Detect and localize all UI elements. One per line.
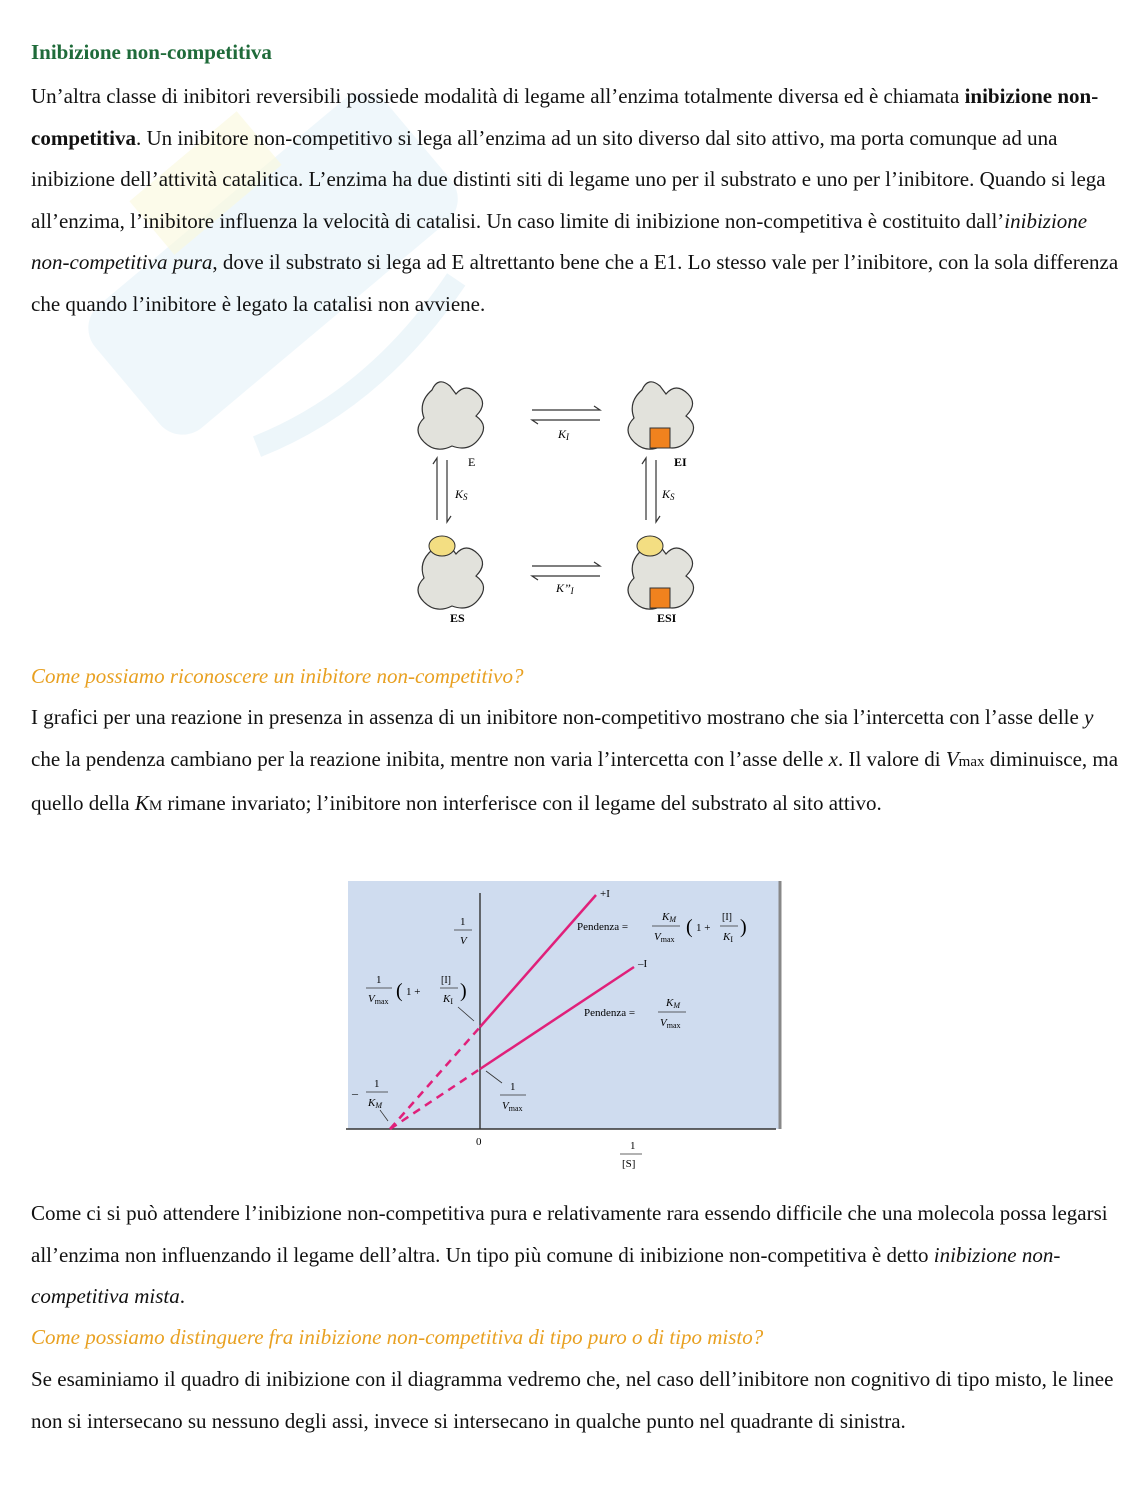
paragraph-mixed: Se esaminiamo il quadro di inibizione con il diagramma vedremo che, nel caso dell’inibitore non cognitivo di tipo misto, le linee non si intersecano su nessuno degli assi, invece si intersecano in qualche punto nel quadrante di sinistra.	[31, 1367, 1114, 1433]
label-ki: KI	[558, 427, 570, 442]
substrate-oval-esi	[637, 536, 663, 556]
label-es: ES	[450, 611, 465, 625]
x-label-numerator: 1	[630, 1140, 636, 1152]
yint-ki: KI	[443, 993, 454, 1006]
italic-term: inibizione non-competitiva pura	[31, 208, 1088, 274]
equilibrium-arrow-left	[433, 458, 451, 522]
slope-label-plus: Pendenza =	[577, 921, 629, 933]
italic-var: K	[134, 791, 149, 815]
lineweaver-burk-plot	[340, 875, 790, 1175]
yint-one-plus: 1 +	[406, 986, 421, 998]
label-esi: ESI	[657, 611, 677, 625]
slope-label-minus: Pendenza =	[584, 1007, 636, 1019]
label-ks-right: KS	[662, 487, 675, 502]
text-run: che la pendenza cambiano per la reazione inibita, mentre non varia l’intercetta con l’asse delle	[31, 746, 829, 771]
label-minus-i: –I	[638, 958, 648, 970]
slope-conc-i: [I]	[722, 912, 732, 923]
italic-var: y	[1084, 705, 1094, 729]
text-run: , dove il substrato si lega ad E altrettanto bene che a E1. Lo stesso vale per l’inibitore, con la sola differenza che quando l’inibitore è legato la catalisi non avviene.	[31, 250, 1119, 316]
label-ei: EI	[674, 455, 687, 469]
equilibrium-arrow-right	[642, 458, 660, 522]
yint-plus-numerator: 1	[376, 974, 382, 986]
bold-term: inibizione non-competitiva	[31, 84, 1099, 150]
xint-km: KM	[368, 1097, 383, 1110]
slope-paren-close: )	[740, 916, 747, 938]
question-heading-2: Come possiamo distinguere fra inibizione non-competitiva di tipo puro o di tipo misto?	[31, 1325, 764, 1349]
x-label-denominator: [S]	[622, 1158, 636, 1170]
italic-var: V	[945, 746, 959, 771]
label-ki-prime: K’’I	[556, 581, 574, 596]
origin-label: 0	[476, 1136, 482, 1148]
text-run: I grafici per una reazione in presenza in assenza di un inibitore non-competitivo mostrano che sia l’intercetta con l’asse delle	[31, 705, 1085, 729]
xint-minus-sign: –	[352, 1086, 358, 1100]
label-plus-i: +I	[600, 888, 610, 900]
text-run: diminuisce, ma quello della	[31, 746, 1119, 815]
yint-minus-vmax: Vmax	[502, 1100, 523, 1113]
paragraph-intro	[31, 76, 1121, 325]
enzyme-e-shape	[418, 382, 484, 449]
substrate-oval-es	[429, 536, 455, 556]
xint-numerator: 1	[374, 1078, 380, 1090]
paragraph-graphs	[31, 697, 1121, 828]
slope-km-minus: KM	[666, 997, 681, 1010]
italic-term: inibizione non-competitiva mista	[31, 1242, 1061, 1308]
yint-minus-numerator: 1	[510, 1081, 516, 1093]
question-heading-1: Come possiamo riconoscere un inibitore non-competitivo?	[31, 664, 524, 688]
yint-conc-i: [I]	[441, 975, 451, 986]
slope-ki: KI	[723, 931, 734, 944]
inhibition-scheme-figure	[410, 370, 720, 635]
subscript: M	[148, 798, 163, 814]
text-run: Come ci si può attendere l’inibizione non-competitiva pura e relativamente rara essendo difficile che una molecola possa legarsi all’enzima non influenzando il legame dell’altra. Un tipo più comune di inibizione non-competitiva è detto	[31, 1201, 1108, 1267]
equilibrium-arrow-bottom	[532, 562, 600, 580]
subscript: max	[958, 753, 985, 770]
paragraph-pure-rare	[31, 1193, 1121, 1318]
slope-one-plus: 1 +	[696, 922, 711, 934]
y-label-numerator: 1	[460, 916, 466, 928]
text-run: .	[179, 1284, 185, 1308]
italic-var: x	[828, 746, 838, 771]
equilibrium-arrow-top	[532, 406, 600, 424]
label-ks-left: KS	[455, 487, 468, 502]
yint-plus-vmax: Vmax	[368, 993, 389, 1006]
text-run: . Un inibitore non-competitivo si lega all’enzima ad un sito diverso dal sito attivo, ma porta comunque ad una inibizione dell’attività catalitica. L’enzima ha due distinti siti di legame uno per il substrato e uno per l’inibitore. Quando si lega all’enzima, l’inibitore influenza la velocità di catalisi. Un caso limite di inibizione non-competitiva è costituito dall’	[31, 125, 1106, 233]
yint-paren-open: (	[396, 980, 403, 1002]
slope-vmax-plus: Vmax	[654, 931, 675, 944]
slope-vmax-minus: Vmax	[660, 1017, 681, 1030]
inhibitor-square-esi	[650, 588, 670, 608]
plot-background	[348, 881, 780, 1129]
inhibitor-square-ei	[650, 428, 670, 448]
text-run: . Il valore di	[837, 746, 946, 771]
yint-paren-close: )	[460, 980, 467, 1002]
y-label-denominator: V	[460, 935, 467, 947]
text-run: Un’altra classe di inibitori reversibili possiede modalità di legame all’enzima totalmente diversa ed è chiamata	[31, 84, 965, 108]
slope-paren-open: (	[686, 916, 693, 938]
section-title: Inibizione non-competitiva	[31, 40, 272, 64]
slope-km-plus: KM	[662, 911, 677, 924]
label-e: E	[468, 455, 476, 469]
text-run: rimane invariato; l’inibitore non interferisce con il legame del substrato al sito attivo.	[162, 791, 882, 815]
